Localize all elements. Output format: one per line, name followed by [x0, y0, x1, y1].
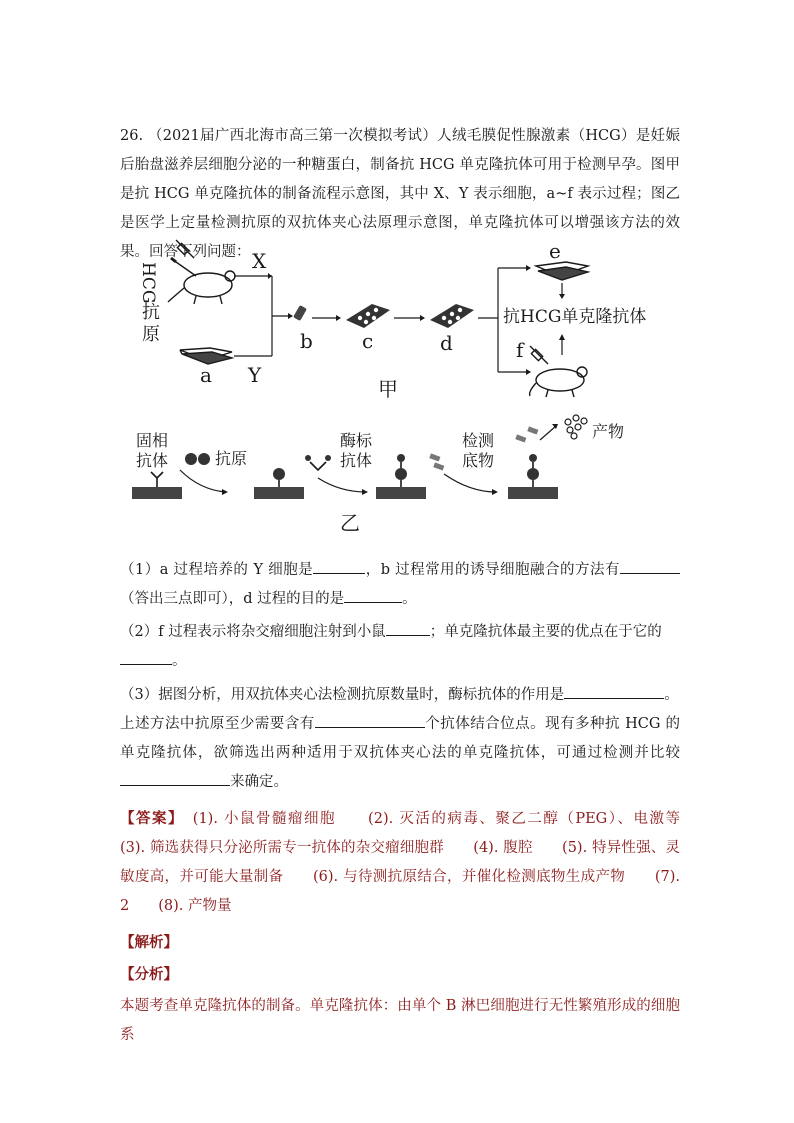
q2-text-a: （2）f 过程表示将杂交瘤细胞注射到小鼠 [120, 624, 386, 640]
tube-icon [293, 305, 307, 321]
q2-blank-1[interactable] [386, 621, 430, 636]
enzyme-antibody-label-2: 抗体 [340, 451, 373, 470]
label-e: e [549, 239, 561, 263]
q3-text-c: 上述方法中抗原至少需要含有 [120, 716, 315, 732]
label-d: d [440, 331, 453, 355]
fixed-antibody-label-2: 抗体 [136, 451, 169, 470]
label-a: a [200, 363, 212, 387]
mouse-f-icon [530, 346, 587, 397]
plate-d-icon [430, 304, 474, 328]
caption-yi: 乙 [340, 511, 360, 535]
answer-text: (1). 小鼠骨髓瘤细胞 (2). 灭活的病毒、聚乙二醇（PEG）、电激等 (3). 筛选获得只分泌所需专一抗体的杂交瘤细胞群 (4). 腹腔 (5). 特异性强、灵敏度高，并可能大量制备 (6). 与待测抗原结合，并催化检测底物生成产物 (7). 2 (8). 产物量 [120, 811, 710, 914]
substrate-label-1: 检测 [462, 431, 495, 450]
hcg-antigen-kang: 抗 [142, 302, 160, 323]
monoclonal-antibody-label: 抗HCG单克隆抗体 [503, 307, 647, 327]
q1-blank-2[interactable] [620, 559, 680, 574]
label-b: b [300, 329, 313, 353]
q1-text-a: （1）a 过程培养的 Y 细胞是 [120, 562, 314, 578]
q3-text-a: （3）据图分析，用双抗体夹心法检测抗原数量时，酶标抗体的作用是 [120, 687, 565, 703]
culture-bottle-icon [180, 348, 232, 364]
q1-text-d: 。 [402, 591, 417, 607]
fixed-antibody-label-1: 固相 [136, 431, 169, 450]
mouse-icon [168, 258, 235, 304]
q3-blank-2[interactable] [315, 713, 425, 728]
q3-blank-1[interactable] [564, 684, 664, 699]
q1-blank-1[interactable] [313, 559, 365, 574]
fenxi-tag: 【分析】 [120, 966, 178, 983]
jiexi-tag: 【解析】 [120, 934, 178, 951]
q2-text-c: 。 [172, 653, 187, 669]
syringe-icon [176, 240, 194, 258]
answer-block [120, 804, 710, 921]
culture-bottle-e-icon [536, 262, 588, 280]
label-X: X [252, 249, 267, 273]
q1-text-c: （答出三点即可），d 过程的目的是 [120, 591, 345, 607]
jiexi-line [120, 928, 680, 958]
answer-tag: 【答案】 [120, 810, 177, 827]
q3-text-d: 个抗体结合位点。现有多种抗 HCG 的单克隆抗体，欲筛选出两种适用于双抗体夹心法的单克隆抗体，可通过检测并比较 [120, 716, 681, 761]
antigen-label: 抗原 [215, 449, 248, 468]
product-label: 产物 [592, 422, 625, 441]
sub-question-3 [120, 681, 680, 797]
q2-text-b: ；单克隆抗体最主要的优点在于它的 [429, 624, 662, 640]
sub-question-2 [120, 618, 680, 676]
analysis-text: 本题考查单克隆抗体的制备。单克隆抗体：由单个 B 淋巴细胞进行无性繁殖形成的细胞系 [120, 998, 680, 1043]
sub-question-1 [120, 556, 680, 614]
q3-text-e: 来确定。 [230, 774, 288, 790]
q3-text-b: 。 [664, 687, 679, 703]
question-stem: 26. （2021届广西北海市高三第一次模拟考试）人绒毛膜促性腺激素（HCG）是妊娠后胎盘滋养层细胞分泌的一种糖蛋白，制备抗 HCG 单克隆抗体可用于检测早孕。图甲是抗 HCG 单克隆抗体的制备流程示意图，其中 X、Y 表示细胞，a~f 表示过程；图乙是医学上定量检测抗原的双抗体夹心法原理示意图，单克隆抗体可以增强该方法的效果。回答下列问题： [120, 128, 680, 260]
substrate-label-2: 底物 [462, 451, 495, 470]
hcg-antigen-yuan: 原 [142, 324, 160, 345]
q2-blank-2[interactable] [120, 650, 172, 665]
label-f: f [516, 338, 524, 362]
q3-blank-3[interactable] [120, 771, 230, 786]
enzyme-antibody-label-1: 酶标 [340, 431, 373, 450]
q1-text-b: ，b 过程常用的诱导细胞融合的方法有 [365, 562, 620, 578]
label-Y: Y [248, 363, 262, 387]
plate-c-icon [346, 304, 390, 328]
q1-blank-3[interactable] [344, 588, 402, 603]
fenxi-line [120, 960, 680, 990]
hcg-antigen-label: HCG [138, 262, 158, 304]
label-c: c [362, 329, 374, 353]
caption-jia: 甲 [378, 377, 398, 401]
